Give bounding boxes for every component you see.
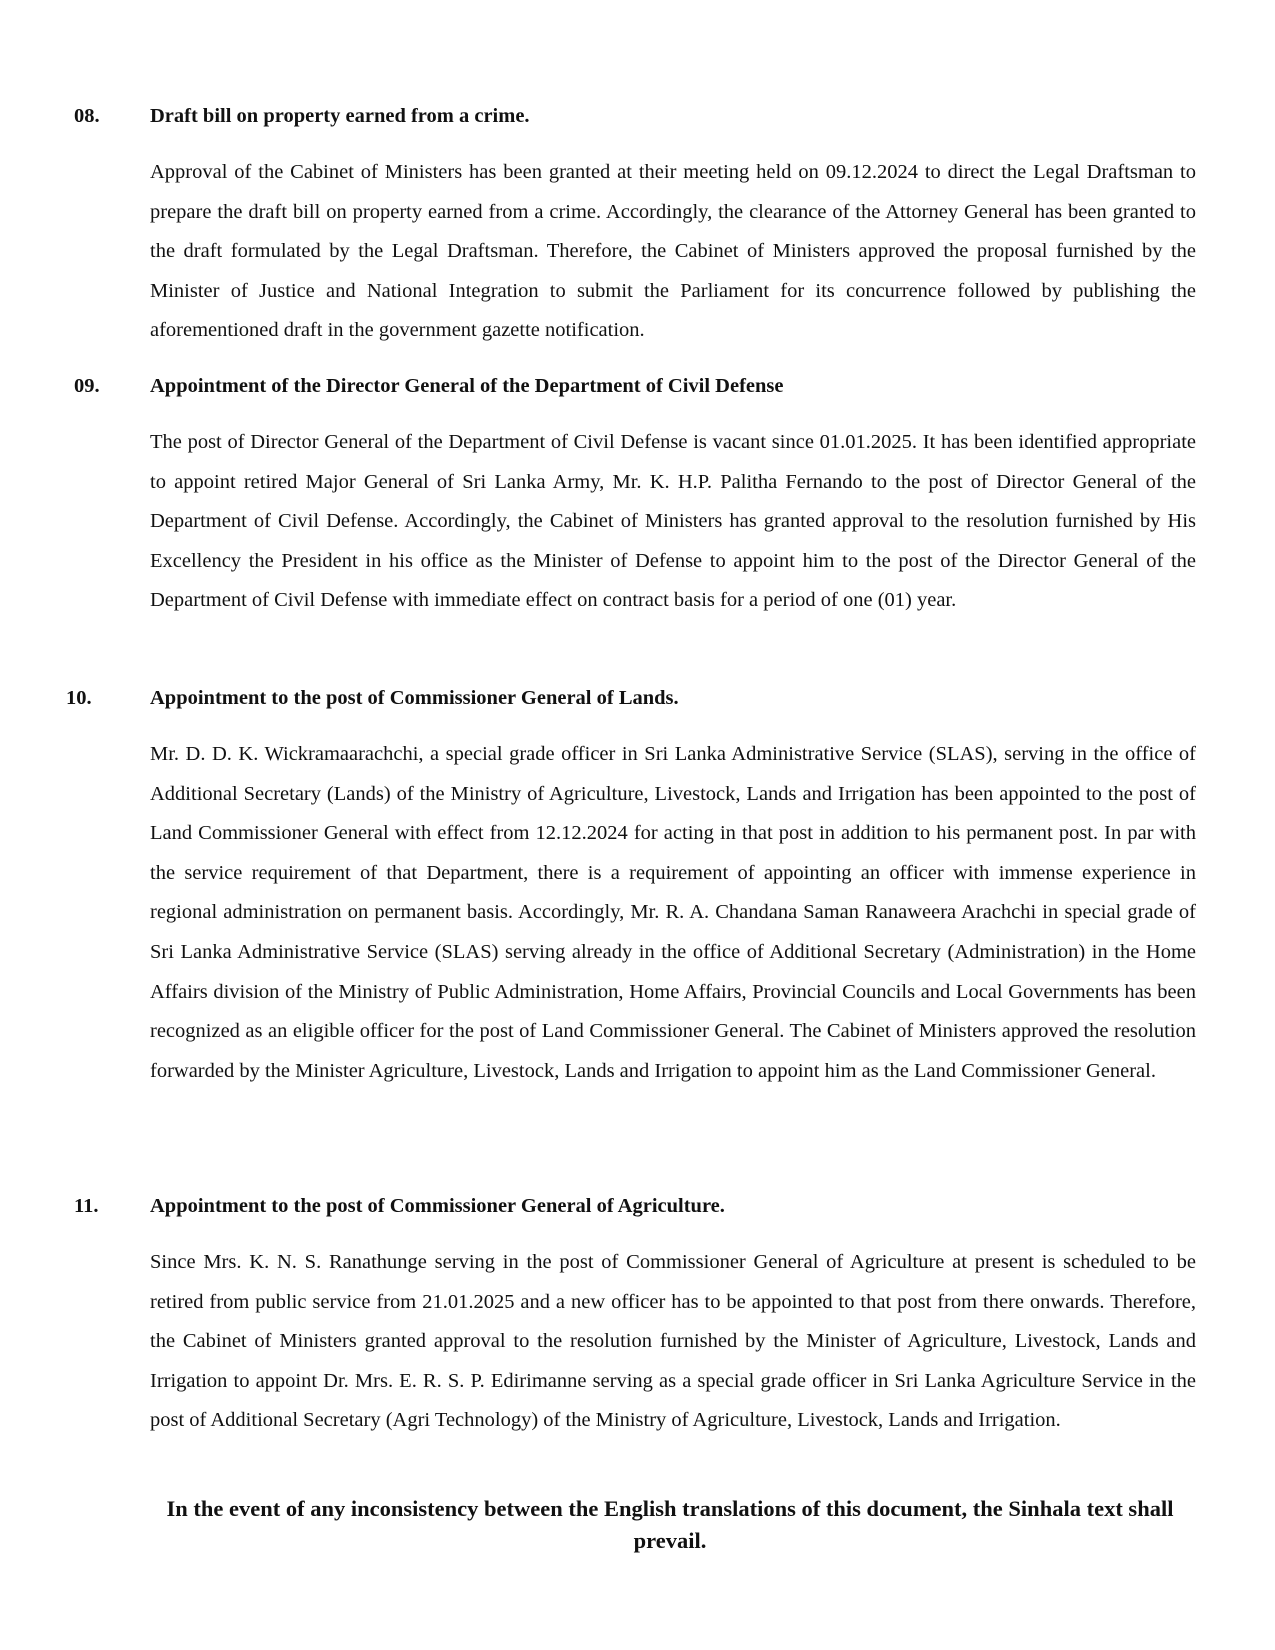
section-body: Approval of the Cabinet of Ministers has been granted at their meeting held on 09.12.2024 to direct the Legal Draftsman to prepare the draft bill on property earned from a crime. Accordingly, the clearance of the Attorney General has been granted to the draft formulated by the Legal Draftsman. Therefore, the Cabinet of Ministers approved the proposal furnished by the Minister of Justice and National Integration to submit the Parliament for its concurrence followed by publishing the aforementioned draft in the government gazette notification. [150, 161, 1196, 342]
section-number: 09. [74, 375, 100, 397]
section-title: Appointment of the Director General of the Department of Civil Defense [150, 375, 784, 397]
section-body: Since Mrs. K. N. S. Ranathunge serving in the post of Commissioner General of Agriculture at present is scheduled to be retired from public service from 21.01.2025 and a new officer has to be appointed to that post from there onwards. Therefore, the Cabinet of Ministers granted approval to the resolution furnished by the Minister of Agriculture, Livestock, Lands and Irrigation to appoint Dr. Mrs. E. R. S. P. Edirimanne serving as a special grade officer in Sri Lanka Agriculture Service in the post of Additional Secretary (Agri Technology) of the Ministry of Agriculture, Livestock, Lands and Irrigation. [150, 1251, 1196, 1432]
footer-note: In the event of any inconsistency between the English translations of this document, the Sinhala text shall prevail. [166, 1496, 1174, 1553]
section-title: Draft bill on property earned from a crime. [150, 105, 530, 127]
section-body: The post of Director General of the Department of Civil Defense is vacant since 01.01.2025. It has been identified appropriate to appoint retired Major General of Sri Lanka Army, Mr. K. H.P. Palitha Fernando to the post of Director General of the Department of Civil Defense. Accordingly, the Cabinet of Ministers has granted approval to the resolution furnished by His Excellency the President in his office as the Minister of Defense to appoint him to the post of the Director General of the Department of Civil Defense with immediate effect on contract basis for a period of one (01) year. [150, 431, 1196, 612]
section-number: 10. [66, 687, 92, 709]
section-number: 11. [74, 1195, 99, 1217]
section-number: 08. [74, 105, 100, 127]
section-body: Mr. D. D. K. Wickramaarachchi, a special grade officer in Sri Lanka Administrative Service (SLAS), serving in the office of Additional Secretary (Lands) of the Ministry of Agriculture, Livestock, Lands and Irrigation has been appointed to the post of Land Commissioner General with effect from 12.12.2024 for acting in that post in addition to his permanent post. In par with the service requirement of that Department, there is a requirement of appointing an officer with immense experience in regional administration on permanent basis. Accordingly, Mr. R. A. Chandana Saman Ranaweera Arachchi in special grade of Sri Lanka Administrative Service (SLAS) serving already in the office of Additional Secretary (Administration) in the Home Affairs division of the Ministry of Public Administration, Home Affairs, Provincial Councils and Local Governments has been recognized as an eligible officer for the post of Land Commissioner General. The Cabinet of Ministers approved the resolution forwarded by the Minister Agriculture, Livestock, Lands and Irrigation to appoint him as the Land Commissioner General. [150, 743, 1196, 1082]
section-title: Appointment to the post of Commissioner General of Agriculture. [150, 1195, 725, 1217]
section-title: Appointment to the post of Commissioner General of Lands. [150, 687, 679, 709]
